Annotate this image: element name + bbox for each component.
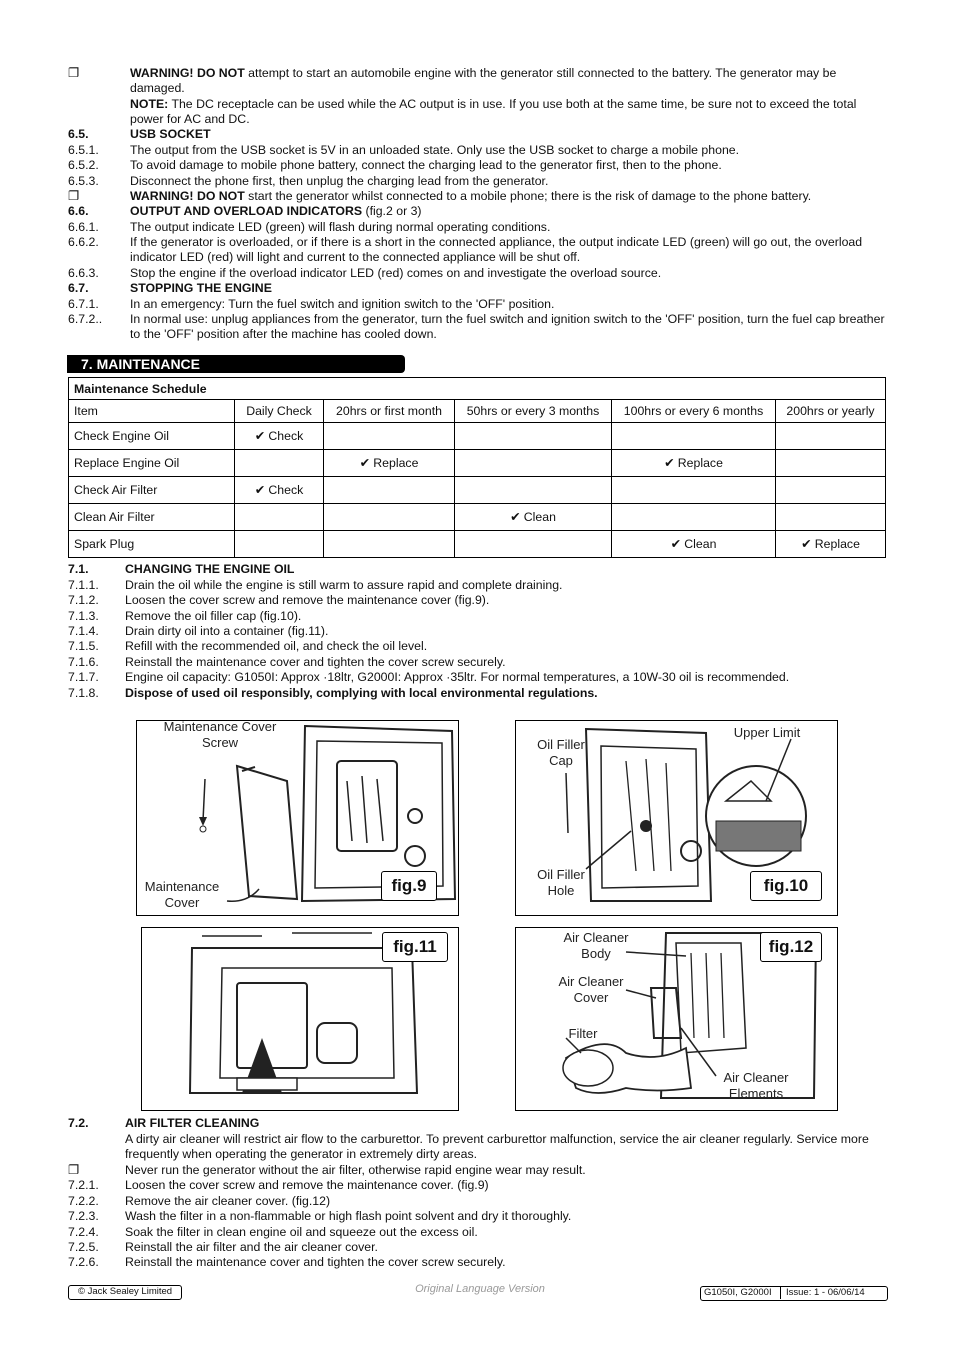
table-cell [455,531,612,558]
figure-10 [515,720,838,916]
figure-label: fig.12 [760,932,822,962]
table-cell [235,450,324,477]
maintenance-schedule-table [68,377,886,558]
figure-12 [515,927,838,1111]
table-cell [455,450,612,477]
list-item: 6.6.2. If the generator is overloaded, or if there is a short in the connected appliance, the output indicate LED (green) will go out, the overload indicator LED (red) will light and current to the connected appliance will be shut off. [68,235,863,265]
model-number: G1050I, G2000I [701,1287,781,1299]
table-cell [324,531,455,558]
issue-date: Issue: 1 - 06/06/14 [786,1287,865,1298]
copyright: © Jack Sealey Limited [68,1285,182,1300]
table-cell: Check Engine Oil [69,423,235,450]
table-cell [455,423,612,450]
table-cell: Replace Engine Oil [69,450,235,477]
callout-upper-limit: Upper Limit [733,725,801,740]
note-dc: NOTE: The DC receptacle can be used while the AC output is in use. If you use both at the same time, be sure not to exceed the total power for AC and DC. [130,97,857,127]
table-row [69,504,886,531]
callout-oil-filler-cap: Oil Filler Cap [537,737,585,768]
list-item: 6.7.2.. In normal use: unplug appliances from the generator, turn the fuel switch and ignition switch to the 'OFF' position, turn the fuel cap breather to the 'OFF' position after the machine has cooled down. [68,312,885,342]
table-cell [612,477,776,504]
table-cell: Check Air Filter [69,477,235,504]
callout-air-cleaner-cover: Air Cleaner Cover [558,974,624,1005]
table-cell: ✔ Check [235,477,324,504]
table-cell: ✔ Clean [455,504,612,531]
model-issue-box [700,1286,888,1301]
table-row [69,450,886,477]
table-cell [324,423,455,450]
table-cell [776,423,886,450]
column-header: Item [69,400,235,423]
table-row [69,423,886,450]
callout-air-cleaner-elements: Air Cleaner Elements [723,1070,789,1101]
maintenance-heading: 7. MAINTENANCE [67,355,405,373]
table-cell [455,477,612,504]
table-cell: ✔ Check [235,423,324,450]
table-cell [776,477,886,504]
table-cell: ✔ Replace [324,450,455,477]
column-header: 50hrs or every 3 months [455,400,612,423]
table-row [69,477,886,504]
table-cell: Spark Plug [69,531,235,558]
language-version: Original Language Version [415,1283,545,1295]
column-header: Daily Check [235,400,324,423]
paragraph: A dirty air cleaner will restrict air flow to the carburettor. To prevent carburettor malfunction, service the air cleaner regularly. Service more frequently when operating the generator in extremely dirty areas. [125,1132,869,1162]
column-header: 100hrs or every 6 months [612,400,776,423]
figure-label: fig.10 [750,871,822,901]
figure-label: fig.11 [382,932,448,962]
callout-filter: Filter [568,1026,598,1041]
table-cell [776,450,886,477]
figure-label: fig.9 [381,871,437,901]
table-cell [324,504,455,531]
table-cell: Clean Air Filter [69,504,235,531]
table-cell [324,477,455,504]
callout-oil-filler-hole: Oil Filler Hole [537,867,585,898]
callout-maintenance-cover: Maintenance Cover [144,879,220,910]
table-row [69,531,886,558]
figure-11 [141,927,459,1111]
column-header: 20hrs or first month [324,400,455,423]
table-cell: ✔ Replace [776,531,886,558]
table-cell: ✔ Replace [612,450,776,477]
table-cell [235,531,324,558]
callout-air-cleaner-body: Air Cleaner Body [563,930,629,961]
table-cell: ✔ Clean [612,531,776,558]
figure-9 [136,720,459,916]
callout-cover-screw: Maintenance Cover Screw [163,720,277,750]
table-cell [612,504,776,531]
table-cell [776,504,886,531]
column-header: 200hrs or yearly [776,400,886,423]
table-title: Maintenance Schedule [69,378,886,400]
table-cell [612,423,776,450]
table-cell [235,504,324,531]
warning-battery: ❐ WARNING! DO NOT attempt to start an automobile engine with the generator still connected to the battery. The generator may be damaged. [68,66,837,96]
table-header-row [69,400,886,423]
